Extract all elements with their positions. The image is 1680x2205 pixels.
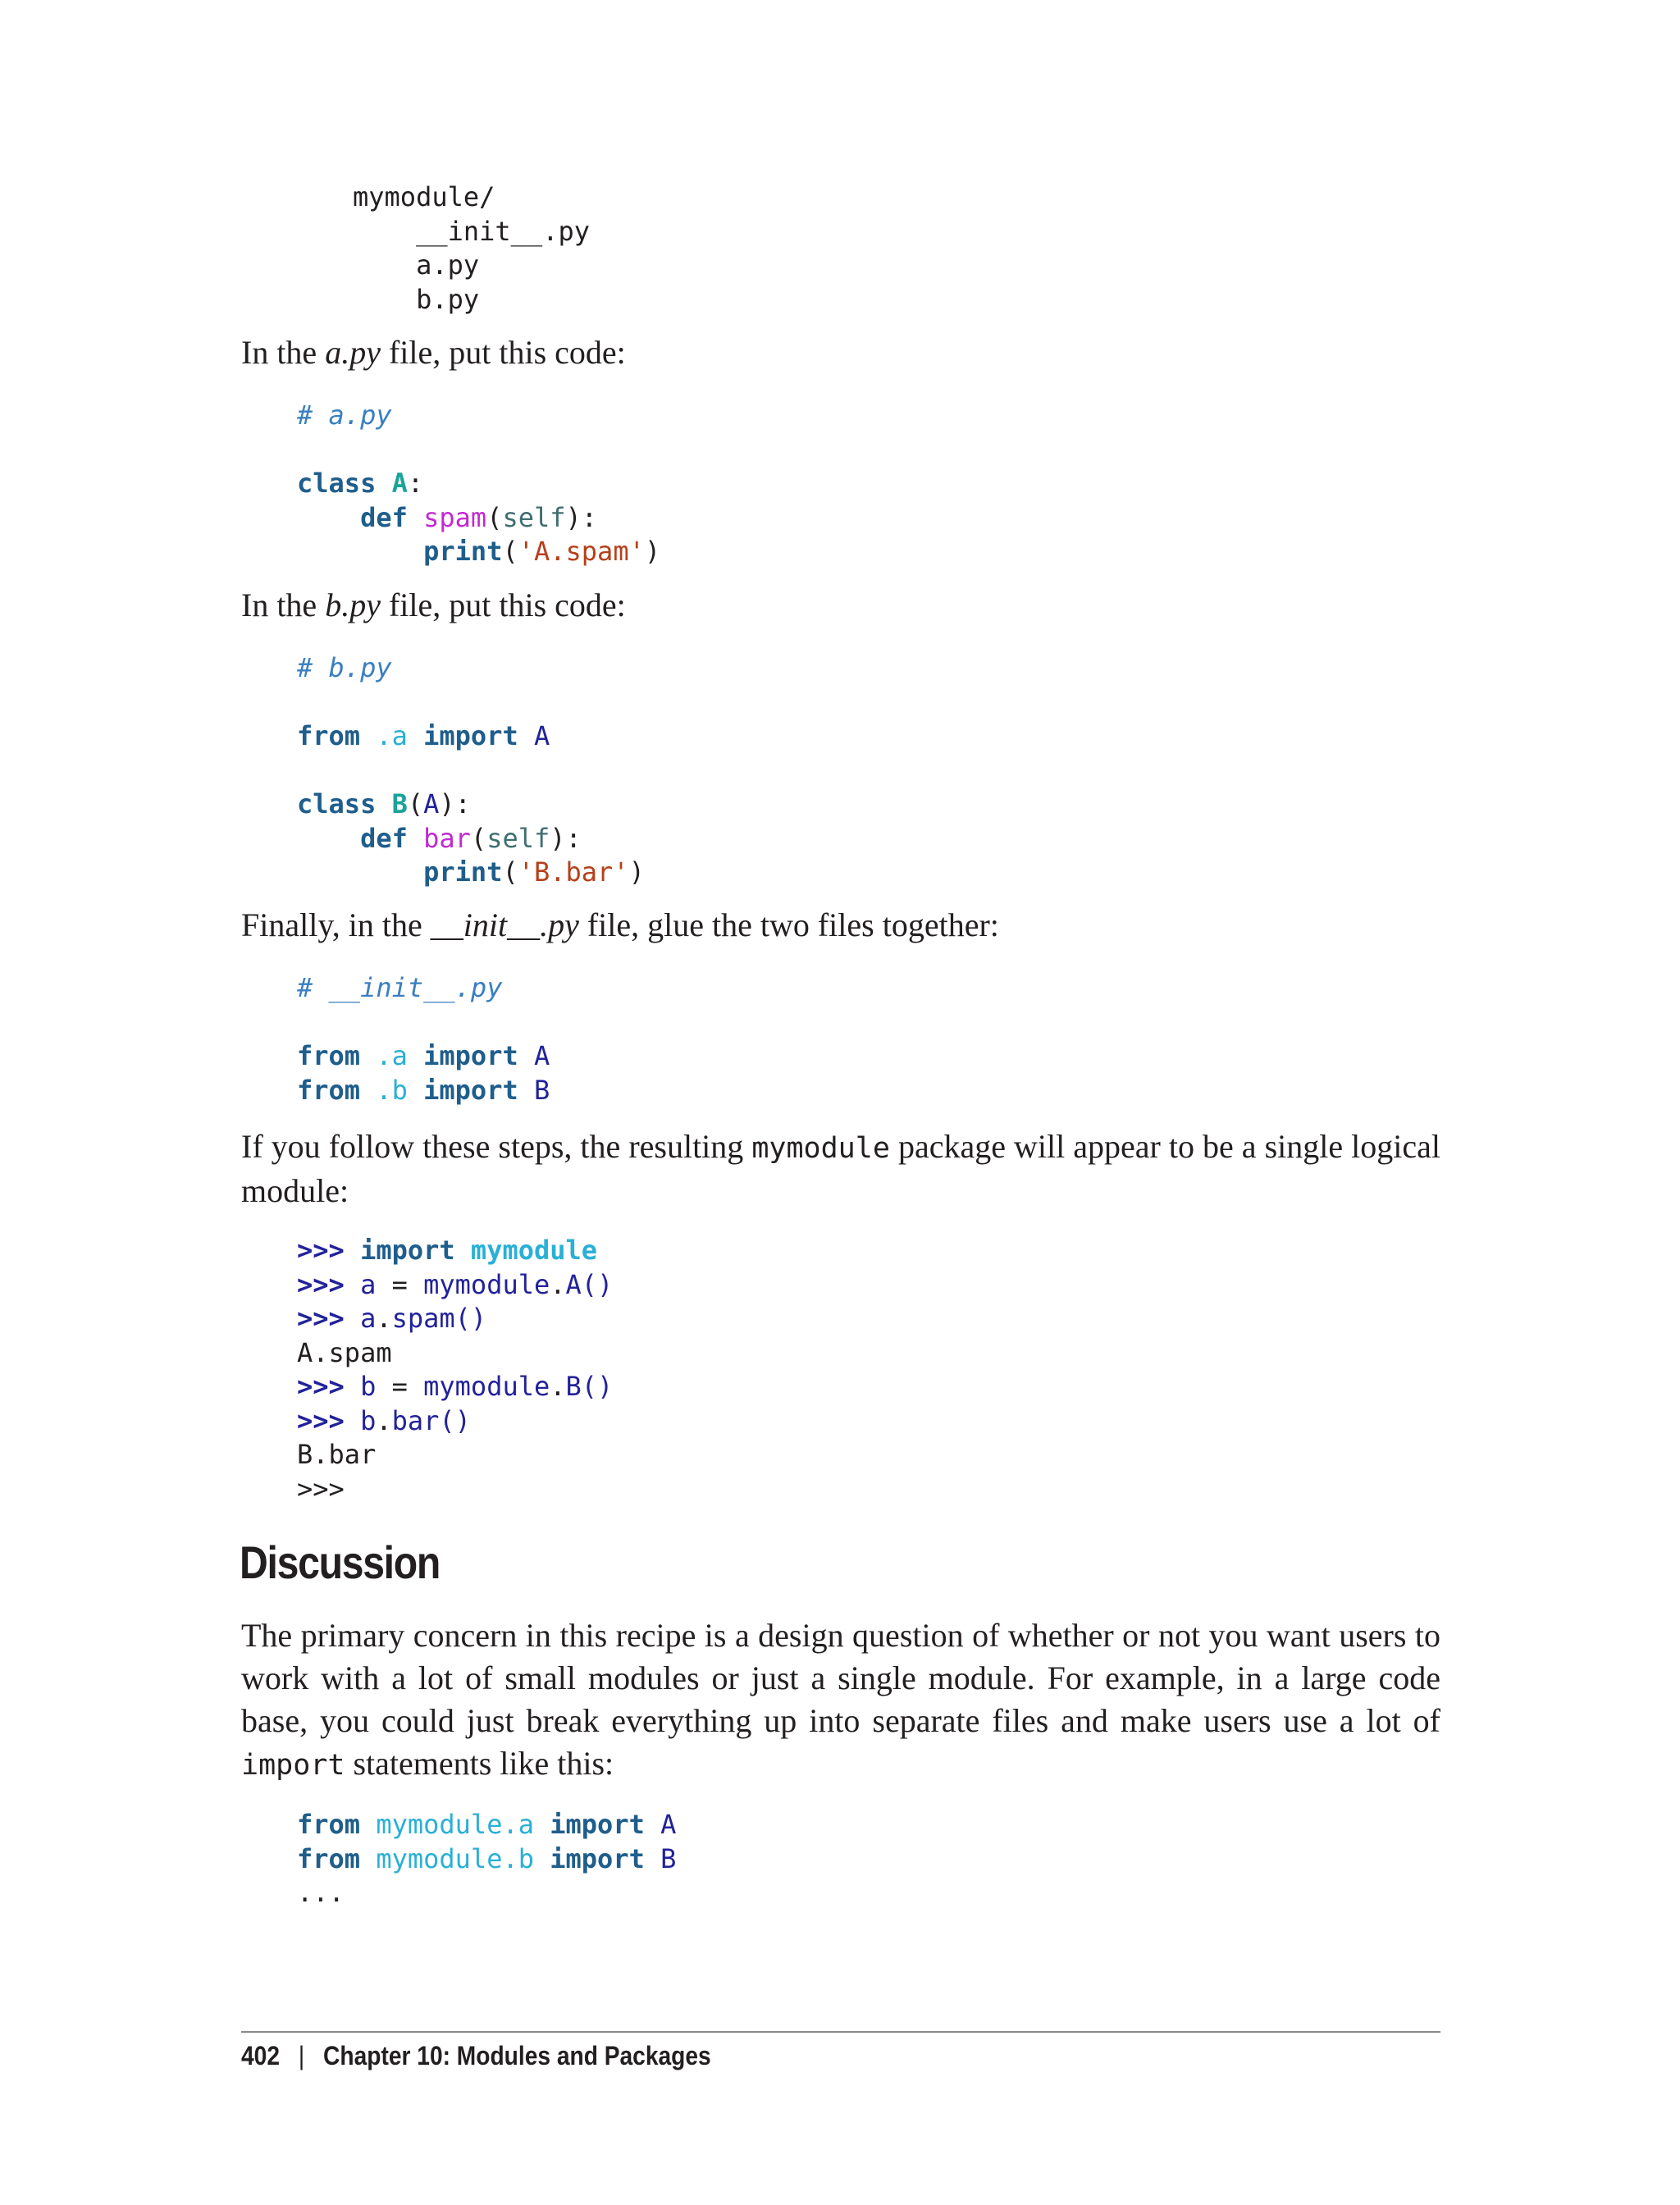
code-comment: # __init__.py [297, 972, 503, 1003]
inline-code: import [241, 1749, 345, 1782]
session-output: A.spam [297, 1336, 392, 1368]
section-heading: Discussion [240, 1536, 441, 1588]
tree-file: a.py [416, 249, 480, 281]
paragraph-a-py: In the a.py file, put this code: [241, 334, 626, 371]
code-block-b-py: # b.py from .a import A class B(A): def bar(self): print('B.bar') [297, 652, 645, 888]
page-number: 402 [241, 2041, 280, 2070]
filename: a.py [325, 334, 381, 371]
filename: __init__.py [430, 906, 579, 943]
tree-root: mymodule/ [353, 181, 495, 212]
tree-file: b.py [416, 283, 480, 315]
paragraph-discussion: The primary concern in this recipe is a design question of whether or not you want users to work with a lot of small modules or just a single module. For example, in a large code base, you could just break everything up into separate files and make users use a lot of import statements like this: [241, 1617, 1440, 1782]
paragraph-b-py: In the b.py file, put this code: [241, 587, 626, 623]
code-block-imports: from mymodule.a import A from mymodule.b import B ... [297, 1809, 677, 1908]
code-block-init-py: # __init__.py from .a import A from .b import B [297, 972, 550, 1106]
footer-separator: | [298, 2041, 305, 2070]
inline-code: mymodule [751, 1132, 890, 1165]
code-block-a-py: # a.py class A: def spam(self): print('A.spam') [297, 399, 661, 567]
paragraph-follow-steps: If you follow these steps, the resulting mymodule package will appear to be a single logical module: [241, 1128, 1440, 1209]
tree-file: __init__.py [416, 215, 590, 247]
session-output: B.bar [297, 1439, 377, 1470]
code-comment: # a.py [297, 399, 392, 431]
filename: b.py [325, 587, 381, 623]
page-footer [241, 2033, 711, 2079]
code-comment: # b.py [297, 652, 392, 683]
directory-tree [353, 180, 590, 317]
interactive-session: >>> import mymodule >>> a = mymodule.A() >>> a.spam() A.spam >>> b = mymodule.B() >>> b.bar() B.bar >>> [297, 1235, 614, 1504]
paragraph-init-py: Finally, in the __init__.py file, glue the two files together: [241, 906, 999, 943]
chapter-title: Chapter 10: Modules and Packages [323, 2041, 711, 2070]
